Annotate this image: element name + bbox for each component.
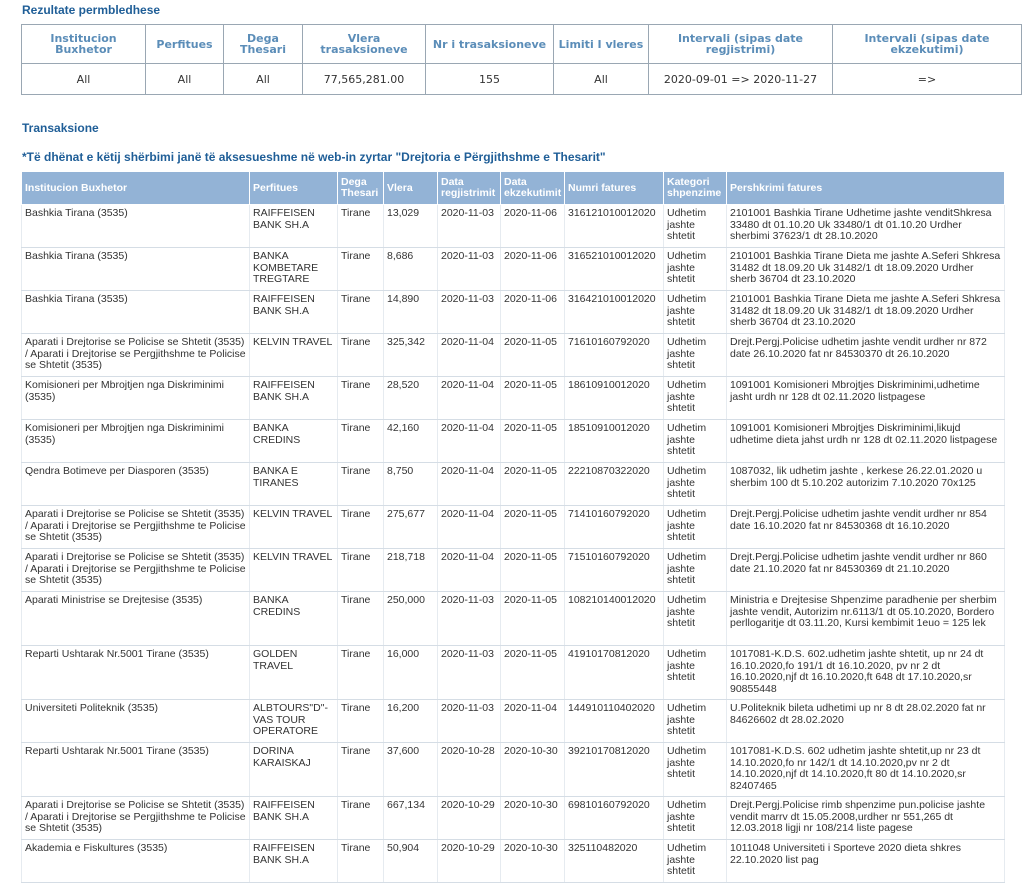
cell-data-regjistrimit: 2020-11-03: [438, 248, 501, 291]
cell-pershkrimi: Drejt.Pergj.Policise udhetim jashte vendit urdher nr 860 date 21.10.2020 fat nr 84530369 dt 21.10.2020: [727, 549, 1005, 592]
cell-pershkrimi: 1091001 Komisioneri Mbrojtjes Diskriminimi,likujd udhetime dieta jahst urdh nr 128 dt 02.11.2020 listpagese: [727, 420, 1005, 463]
cell-data-regjistrimit: 2020-11-03: [438, 592, 501, 646]
cell-vlera: 8,686: [384, 248, 438, 291]
cell-perfitues: RAIFFEISEN BANK SH.A: [250, 377, 338, 420]
cell-numri-fatures: 69810160792020: [565, 797, 664, 840]
summary-value-cell: All: [146, 64, 224, 95]
cell-pershkrimi: Ministria e Drejtesise Shpenzime paradhenie per sherbim jashte vendit, Autorizim nr.6113/1 dt 05.10.2020, Bordero perllogaritje dt 03.11.20, Kursi kembimit 1euo = 125 lek: [727, 592, 1005, 646]
cell-data-regjistrimit: 2020-11-03: [438, 205, 501, 248]
cell-data-regjistrimit: 2020-11-04: [438, 334, 501, 377]
cell-pershkrimi: Drejt.Pergj.Policise rimb shpenzime pun.policise jashte vendit marrv dt 15.05.2008,urdher nr 551,265 dt 12.03.2018 ligji nr 108/214 liste pagese: [727, 797, 1005, 840]
summary-value-cell: All: [22, 64, 146, 95]
cell-perfitues: DORINA KARAISKAJ: [250, 743, 338, 797]
cell-pershkrimi: Drejt.Pergj.Policise udhetim jashte vendit urdher nr 872 date 26.10.2020 fat nr 84530370 dt 26.10.2020: [727, 334, 1005, 377]
table-row: [22, 334, 1005, 377]
cell-numri-fatures: 22210870322020: [565, 463, 664, 506]
summary-header-cell: Perfitues: [146, 25, 224, 64]
cell-numri-fatures: 18610910012020: [565, 377, 664, 420]
cell-dega-thesari: Tirane: [338, 334, 384, 377]
cell-vlera: 50,904: [384, 840, 438, 883]
summary-header-row: [22, 25, 1022, 64]
cell-data-regjistrimit: 2020-11-04: [438, 463, 501, 506]
cell-perfitues: RAIFFEISEN BANK SH.A: [250, 797, 338, 840]
cell-vlera: 28,520: [384, 377, 438, 420]
cell-pershkrimi: 2101001 Bashkia Tirane Dieta me jashte A.Seferi Shkresa 31482 dt 18.09.20 Uk 31482/1 dt 18.09.2020 Urdher sherb 36704 dt 23.10.2020: [727, 291, 1005, 334]
cell-vlera: 13,029: [384, 205, 438, 248]
cell-institucion: Bashkia Tirana (3535): [22, 205, 250, 248]
table-row: [22, 420, 1005, 463]
cell-pershkrimi: 1017081-K.D.S. 602 udhetim jashte shtetit,up nr 23 dt 14.10.2020,fo nr 142/1 dt 14.10.2020,pv nr 2 dt 14.10.2020,njf dt 14.10.2020,ft 80 dt 14.10.2020,sr 82407465: [727, 743, 1005, 797]
table-row: [22, 700, 1005, 743]
summary-value-cell: 2020-09-01 => 2020-11-27: [649, 64, 833, 95]
cell-perfitues: RAIFFEISEN BANK SH.A: [250, 291, 338, 334]
cell-institucion: Aparati Ministrise se Drejtesise (3535): [22, 592, 250, 646]
cell-perfitues: BANKA E TIRANES: [250, 463, 338, 506]
cell-kategori: Udhetim jashte shtetit: [664, 700, 727, 743]
cell-numri-fatures: 71510160792020: [565, 549, 664, 592]
summary-header-cell: Nr i trasaksioneve: [426, 25, 554, 64]
column-header-perfitues[interactable]: Perfitues: [250, 172, 338, 205]
transactions-table: [21, 171, 1005, 883]
cell-data-ekzekutimit: 2020-11-06: [501, 205, 565, 248]
cell-dega-thesari: Tirane: [338, 506, 384, 549]
cell-data-regjistrimit: 2020-11-03: [438, 291, 501, 334]
cell-data-ekzekutimit: 2020-11-05: [501, 506, 565, 549]
cell-data-ekzekutimit: 2020-11-05: [501, 420, 565, 463]
data-source-notice: *Të dhënat e këtij shërbimi janë të aksesueshme në web-in zyrtar "Drejtoria e Përgjithshme e Thesarit": [22, 150, 606, 164]
cell-kategori: Udhetim jashte shtetit: [664, 463, 727, 506]
cell-numri-fatures: 39210170812020: [565, 743, 664, 797]
transactions-title: Transaksione: [22, 121, 99, 135]
cell-kategori: Udhetim jashte shtetit: [664, 205, 727, 248]
column-header-institucion[interactable]: Institucion Buxhetor: [22, 172, 250, 205]
cell-kategori: Udhetim jashte shtetit: [664, 420, 727, 463]
cell-vlera: 250,000: [384, 592, 438, 646]
cell-vlera: 16,000: [384, 646, 438, 700]
cell-perfitues: KELVIN TRAVEL: [250, 506, 338, 549]
cell-perfitues: GOLDEN TRAVEL: [250, 646, 338, 700]
cell-pershkrimi: 2101001 Bashkia Tirane Dieta me jashte A.Seferi Shkresa 31482 dt 18.09.20 Uk 31482/1 dt 18.09.2020 Urdher sherb 36704 dt 23.10.2020: [727, 248, 1005, 291]
cell-pershkrimi: 2101001 Bashkia Tirane Udhetime jashte venditShkresa 33480 dt 01.10.20 Uk 33480/1 dt 01.10.20 Urdher sherbimi 37623/1 dt 28.10.2020: [727, 205, 1005, 248]
summary-value-cell: =>: [833, 64, 1022, 95]
cell-data-regjistrimit: 2020-10-29: [438, 797, 501, 840]
cell-numri-fatures: 108210140012020: [565, 592, 664, 646]
cell-vlera: 16,200: [384, 700, 438, 743]
cell-perfitues: BANKA CREDINS: [250, 420, 338, 463]
cell-perfitues: BANKA KOMBETARE TREGTARE: [250, 248, 338, 291]
cell-dega-thesari: Tirane: [338, 291, 384, 334]
cell-institucion: Aparati i Drejtorise se Policise se Shtetit (3535) / Aparati i Drejtorise se Pergjithshme te Policise se Shtetit (3535): [22, 549, 250, 592]
table-row: [22, 743, 1005, 797]
cell-dega-thesari: Tirane: [338, 549, 384, 592]
cell-numri-fatures: 18510910012020: [565, 420, 664, 463]
cell-vlera: 14,890: [384, 291, 438, 334]
cell-data-ekzekutimit: 2020-11-06: [501, 248, 565, 291]
cell-dega-thesari: Tirane: [338, 592, 384, 646]
cell-numri-fatures: 71410160792020: [565, 506, 664, 549]
cell-kategori: Udhetim jashte shtetit: [664, 291, 727, 334]
column-header-kategori[interactable]: Kategori shpenzime: [664, 172, 727, 205]
column-header-dega-thesari[interactable]: Dega Thesari: [338, 172, 384, 205]
summary-header-cell: Institucion Buxhetor: [22, 25, 146, 64]
cell-vlera: 218,718: [384, 549, 438, 592]
cell-vlera: 37,600: [384, 743, 438, 797]
cell-data-ekzekutimit: 2020-11-05: [501, 334, 565, 377]
cell-vlera: 667,134: [384, 797, 438, 840]
cell-data-ekzekutimit: 2020-11-05: [501, 377, 565, 420]
table-row: [22, 592, 1005, 646]
summary-header-cell: Vlera trasaksioneve: [303, 25, 426, 64]
cell-vlera: 275,677: [384, 506, 438, 549]
cell-numri-fatures: 41910170812020: [565, 646, 664, 700]
cell-institucion: Reparti Ushtarak Nr.5001 Tirane (3535): [22, 743, 250, 797]
cell-institucion: Bashkia Tirana (3535): [22, 248, 250, 291]
table-row: [22, 377, 1005, 420]
column-header-data-ekzekutimit[interactable]: Data ekzekutimit: [501, 172, 565, 205]
transactions-header-row: [22, 172, 1005, 205]
cell-data-ekzekutimit: 2020-11-05: [501, 592, 565, 646]
cell-dega-thesari: Tirane: [338, 646, 384, 700]
cell-data-ekzekutimit: 2020-10-30: [501, 743, 565, 797]
cell-pershkrimi: U.Politeknik bileta udhetimi up nr 8 dt 28.02.2020 fat nr 84626602 dt 28.02.2020: [727, 700, 1005, 743]
cell-numri-fatures: 71610160792020: [565, 334, 664, 377]
cell-vlera: 8,750: [384, 463, 438, 506]
table-row: [22, 840, 1005, 883]
cell-numri-fatures: 144910110402020: [565, 700, 664, 743]
cell-dega-thesari: Tirane: [338, 420, 384, 463]
table-row: [22, 248, 1005, 291]
cell-numri-fatures: 325110482020: [565, 840, 664, 883]
cell-vlera: 42,160: [384, 420, 438, 463]
cell-dega-thesari: Tirane: [338, 205, 384, 248]
summary-value-cell: 155: [426, 64, 554, 95]
cell-perfitues: KELVIN TRAVEL: [250, 334, 338, 377]
cell-institucion: Akademia e Fiskultures (3535): [22, 840, 250, 883]
cell-dega-thesari: Tirane: [338, 463, 384, 506]
cell-data-regjistrimit: 2020-11-04: [438, 420, 501, 463]
table-row: [22, 463, 1005, 506]
cell-kategori: Udhetim jashte shtetit: [664, 840, 727, 883]
cell-data-ekzekutimit: 2020-10-30: [501, 797, 565, 840]
cell-kategori: Udhetim jashte shtetit: [664, 743, 727, 797]
cell-kategori: Udhetim jashte shtetit: [664, 646, 727, 700]
cell-institucion: Aparati i Drejtorise se Policise se Shtetit (3535) / Aparati i Drejtorise se Pergjithshme te Policise se Shtetit (3535): [22, 797, 250, 840]
summary-value-cell: 77,565,281.00: [303, 64, 426, 95]
cell-perfitues: KELVIN TRAVEL: [250, 549, 338, 592]
summary-title: Rezultate permbledhese: [22, 3, 161, 17]
cell-kategori: Udhetim jashte shtetit: [664, 377, 727, 420]
cell-perfitues: RAIFFEISEN BANK SH.A: [250, 840, 338, 883]
cell-data-regjistrimit: 2020-11-04: [438, 506, 501, 549]
table-row: [22, 205, 1005, 248]
summary-header-cell: Intervali (sipas date ekzekutimi): [833, 25, 1022, 64]
cell-numri-fatures: 316421010012020: [565, 291, 664, 334]
cell-vlera: 325,342: [384, 334, 438, 377]
cell-data-ekzekutimit: 2020-11-05: [501, 549, 565, 592]
table-row: [22, 291, 1005, 334]
column-header-data-regjistrimit[interactable]: Data regjistrimit: [438, 172, 501, 205]
summary-header-cell: Dega Thesari: [224, 25, 303, 64]
column-header-pershkrimi[interactable]: Pershkrimi fatures: [727, 172, 1005, 205]
cell-dega-thesari: Tirane: [338, 797, 384, 840]
cell-institucion: Komisioneri per Mbrojtjen nga Diskriminimi (3535): [22, 377, 250, 420]
cell-pershkrimi: 1011048 Universiteti i Sporteve 2020 dieta shkres 22.10.2020 list pag: [727, 840, 1005, 883]
cell-perfitues: BANKA CREDINS: [250, 592, 338, 646]
summary-header-cell: Intervali (sipas date regjistrimi): [649, 25, 833, 64]
cell-data-regjistrimit: 2020-10-29: [438, 840, 501, 883]
cell-institucion: Universiteti Politeknik (3535): [22, 700, 250, 743]
cell-dega-thesari: Tirane: [338, 377, 384, 420]
cell-kategori: Udhetim jashte shtetit: [664, 797, 727, 840]
summary-value-row: [22, 64, 1022, 95]
cell-pershkrimi: Drejt.Pergj.Policise udhetim jashte vendit urdher nr 854 date 16.10.2020 fat nr 84530368 dt 16.10.2020: [727, 506, 1005, 549]
table-row: [22, 646, 1005, 700]
transactions-body: [22, 205, 1005, 883]
cell-numri-fatures: 316521010012020: [565, 248, 664, 291]
cell-institucion: Qendra Botimeve per Diasporen (3535): [22, 463, 250, 506]
cell-pershkrimi: 1087032, lik udhetim jashte , kerkese 26.22.01.2020 u sherbim 100 dt 5.10.202 autorizim 7.10.2020 70x125: [727, 463, 1005, 506]
cell-pershkrimi: 1091001 Komisioneri Mbrojtjes Diskriminimi,udhetime jasht urdh nr 128 dt 02.11.2020 listpagese: [727, 377, 1005, 420]
cell-dega-thesari: Tirane: [338, 248, 384, 291]
cell-institucion: Aparati i Drejtorise se Policise se Shtetit (3535) / Aparati i Drejtorise se Pergjithshme te Policise se Shtetit (3535): [22, 506, 250, 549]
cell-kategori: Udhetim jashte shtetit: [664, 334, 727, 377]
cell-kategori: Udhetim jashte shtetit: [664, 248, 727, 291]
summary-value-cell: All: [554, 64, 649, 95]
cell-data-regjistrimit: 2020-11-03: [438, 646, 501, 700]
table-row: [22, 506, 1005, 549]
cell-data-regjistrimit: 2020-11-04: [438, 549, 501, 592]
cell-data-ekzekutimit: 2020-11-04: [501, 700, 565, 743]
cell-kategori: Udhetim jashte shtetit: [664, 506, 727, 549]
cell-institucion: Komisioneri per Mbrojtjen nga Diskriminimi (3535): [22, 420, 250, 463]
cell-data-ekzekutimit: 2020-11-05: [501, 646, 565, 700]
summary-value-cell: All: [224, 64, 303, 95]
cell-data-ekzekutimit: 2020-11-05: [501, 463, 565, 506]
cell-data-ekzekutimit: 2020-11-06: [501, 291, 565, 334]
cell-data-ekzekutimit: 2020-10-30: [501, 840, 565, 883]
cell-dega-thesari: Tirane: [338, 743, 384, 797]
cell-kategori: Udhetim jashte shtetit: [664, 592, 727, 646]
cell-data-regjistrimit: 2020-10-28: [438, 743, 501, 797]
cell-dega-thesari: Tirane: [338, 840, 384, 883]
cell-perfitues: ALBTOURS"D"-VAS TOUR OPERATORE: [250, 700, 338, 743]
column-header-vlera[interactable]: Vlera: [384, 172, 438, 205]
cell-data-regjistrimit: 2020-11-04: [438, 377, 501, 420]
cell-data-regjistrimit: 2020-11-03: [438, 700, 501, 743]
cell-kategori: Udhetim jashte shtetit: [664, 549, 727, 592]
column-header-numri-fatures[interactable]: Numri fatures: [565, 172, 664, 205]
cell-institucion: Reparti Ushtarak Nr.5001 Tirane (3535): [22, 646, 250, 700]
summary-header-cell: Limiti I vleres: [554, 25, 649, 64]
cell-numri-fatures: 316121010012020: [565, 205, 664, 248]
cell-dega-thesari: Tirane: [338, 700, 384, 743]
table-row: [22, 549, 1005, 592]
table-row: [22, 797, 1005, 840]
cell-institucion: Aparati i Drejtorise se Policise se Shtetit (3535) / Aparati i Drejtorise se Pergjithshme te Policise se Shtetit (3535): [22, 334, 250, 377]
summary-table: [21, 24, 1022, 95]
cell-pershkrimi: 1017081-K.D.S. 602.udhetim jashte shtetit, up nr 24 dt 16.10.2020,fo 191/1 dt 16.10.2020, pv nr 2 dt 16.10.2020,njf dt 16.10.2020,ft 648 dt 17.10.2020,sr 90855448: [727, 646, 1005, 700]
cell-perfitues: RAIFFEISEN BANK SH.A: [250, 205, 338, 248]
cell-institucion: Bashkia Tirana (3535): [22, 291, 250, 334]
